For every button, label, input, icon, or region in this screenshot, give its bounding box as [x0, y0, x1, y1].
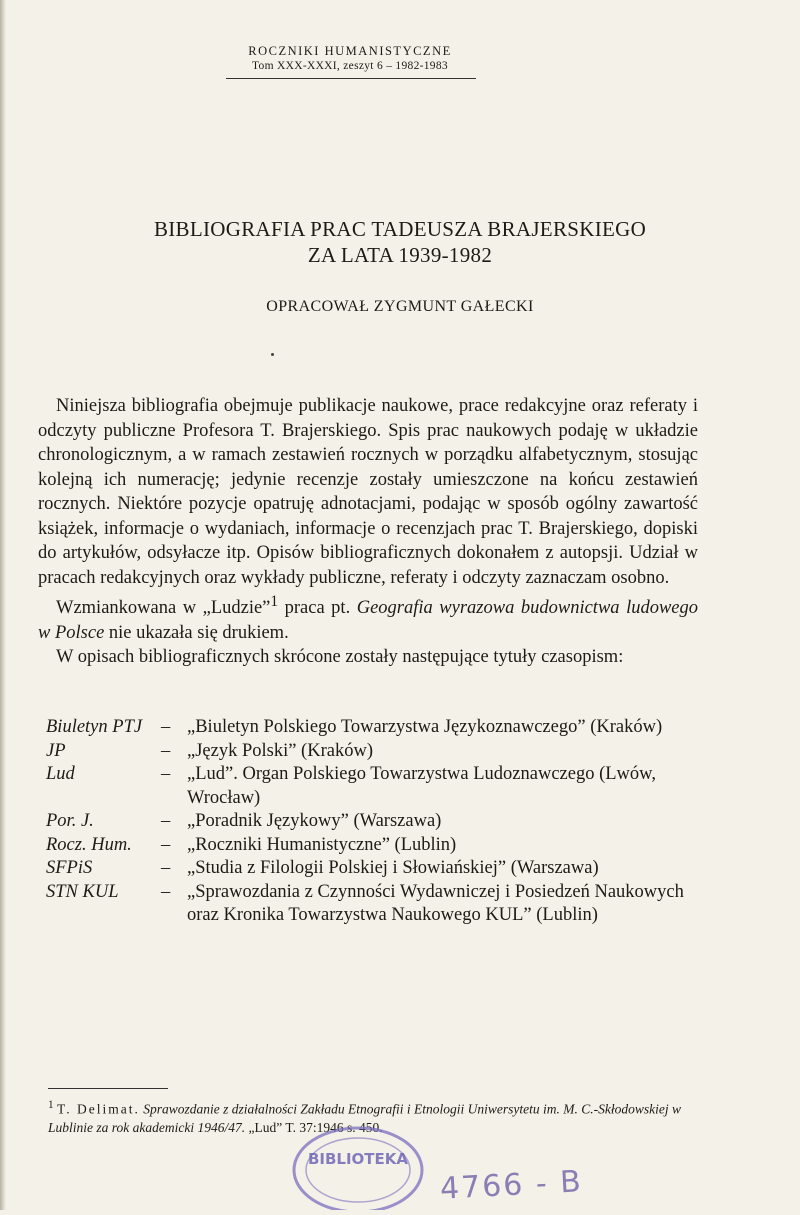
ink-dot — [271, 353, 274, 356]
library-stamp-icon — [288, 1118, 428, 1210]
journal-volume: Tom XXX-XXXI, zeszyt 6 – 1982-1983 — [252, 60, 448, 72]
abbreviation-description: „Poradnik Językowy” (Warszawa) — [187, 811, 442, 831]
abbreviation-key: STN KUL — [46, 881, 119, 902]
cited-work-title: Geografia wyrazowa budownictwa ludowego w Polsce — [38, 598, 699, 643]
abbreviation-row — [46, 763, 706, 810]
abbreviation-key: Lud — [46, 764, 75, 784]
abbreviation-row — [46, 857, 706, 881]
abbreviation-dash: – — [161, 834, 171, 855]
abbreviation-description: „Studia z Filologii Polskiej i Słowiańskiej” (Warszawa) — [187, 858, 599, 878]
p2-text-before: Wzmiankowana w „Ludzie” — [56, 598, 271, 619]
page-edge-shadow — [0, 0, 6, 1210]
footnote-ref: 1 — [270, 593, 279, 610]
abbreviation-description: „Język Polski” (Kraków) — [187, 740, 373, 761]
stamp-text: BIBLIOTEKA — [307, 1150, 409, 1168]
intro-paragraph-2 — [38, 590, 698, 645]
journal-name: ROCZNIKI HUMANISTYCZNE — [248, 44, 452, 58]
footnote-number: 1 — [48, 1099, 54, 1111]
abbreviation-description: „Roczniki Humanistyczne” (Lublin) — [187, 834, 457, 855]
abbreviation-dash: – — [161, 717, 171, 737]
footnote-author: T. Delimat. — [57, 1101, 140, 1117]
library-stamp — [288, 1118, 428, 1215]
footnote-reference: „Lud” T. 37:1946 s. 450. — [248, 1119, 383, 1135]
intro-text — [38, 394, 698, 670]
abbreviation-row — [46, 740, 706, 764]
footnote-rule — [48, 1088, 168, 1089]
abbreviation-key: Rocz. Hum. — [46, 834, 132, 855]
abbreviation-key: SFPiS — [46, 858, 93, 878]
journal-header — [200, 44, 500, 74]
abbreviation-key: Biuletyn PTJ — [46, 717, 143, 737]
article-title — [40, 216, 760, 268]
header-rule — [226, 78, 476, 79]
abbreviation-dash: – — [161, 881, 171, 902]
abbreviation-description: „Sprawozdania z Czynności Wydawniczej i Posiedzeń Naukowych oraz Kronika Towarzystwa Naukowego KUL” (Lublin) — [187, 881, 684, 925]
abbreviation-row — [46, 716, 706, 740]
abbreviation-dash: – — [161, 740, 171, 761]
abbreviation-key: JP — [46, 740, 66, 761]
abbreviation-description: „Lud”. Organ Polskiego Towarzystwa Ludoznawczego (Lwów, Wrocław) — [187, 764, 656, 808]
p2-text-mid: praca pt. — [278, 598, 357, 619]
article-author: OPRACOWAŁ ZYGMUNT GAŁECKI — [266, 298, 534, 315]
abbreviation-dash: – — [161, 764, 171, 784]
intro-paragraph-1: Niniejsza bibliografia obejmuje publikacje naukowe, prace redakcyjne oraz referaty i odczyty publiczne Profesora T. Brajerskiego. Spis prac naukowych podaję w układzie chronologicznym, a w ramach zestawień rocznych w porządku alfabetycznym, stosując kolejną ich numerację; jedynie recenzje zostały umieszczone na końcu zestawień rocznych. Niektóre pozycje opatruję adnotacjami, podając w sposób ogólny zawartość książek, informacje o wydaniach, informacje o recenzjach prac T. Brajerskiego, dopiski do artykułów, odsyłacze itp. Opisów bibliograficznych dokonałem z autopsji. Udział w pracach redakcyjnych oraz wykłady publiczne, referaty i odczyty zaznaczam osobno. — [38, 396, 698, 588]
abbreviation-description: „Biuletyn Polskiego Towarzystwa Językoznawczego” (Kraków) — [187, 717, 663, 737]
abbreviation-row — [46, 834, 706, 858]
intro-paragraph-3: W opisach bibliograficznych skrócone zostały następujące tytuły czasopism: — [56, 647, 624, 668]
p2-text-after: nie ukazała się drukiem. — [104, 622, 289, 643]
article-title-line1: BIBLIOGRAFIA PRAC TADEUSZA BRAJERSKIEGO — [153, 217, 647, 241]
abbreviation-dash: – — [161, 811, 171, 831]
abbreviation-key: Por. J. — [46, 811, 94, 831]
abbreviation-dash: – — [161, 858, 171, 878]
footnote-title: Sprawozdanie z działalności Zakładu Etnografii i Etnologii Uniwersytetu im. M. C.-Skłodowskiej w Lublinie za rok akademicki 1946/47. — [48, 1101, 681, 1135]
abbreviation-row — [46, 810, 706, 834]
abbreviation-list — [46, 716, 706, 928]
article-title-line2: ZA LATA 1939-1982 — [307, 243, 493, 267]
abbreviation-row — [46, 881, 706, 928]
handwritten-shelfmark: 4766 - B — [439, 1164, 584, 1207]
